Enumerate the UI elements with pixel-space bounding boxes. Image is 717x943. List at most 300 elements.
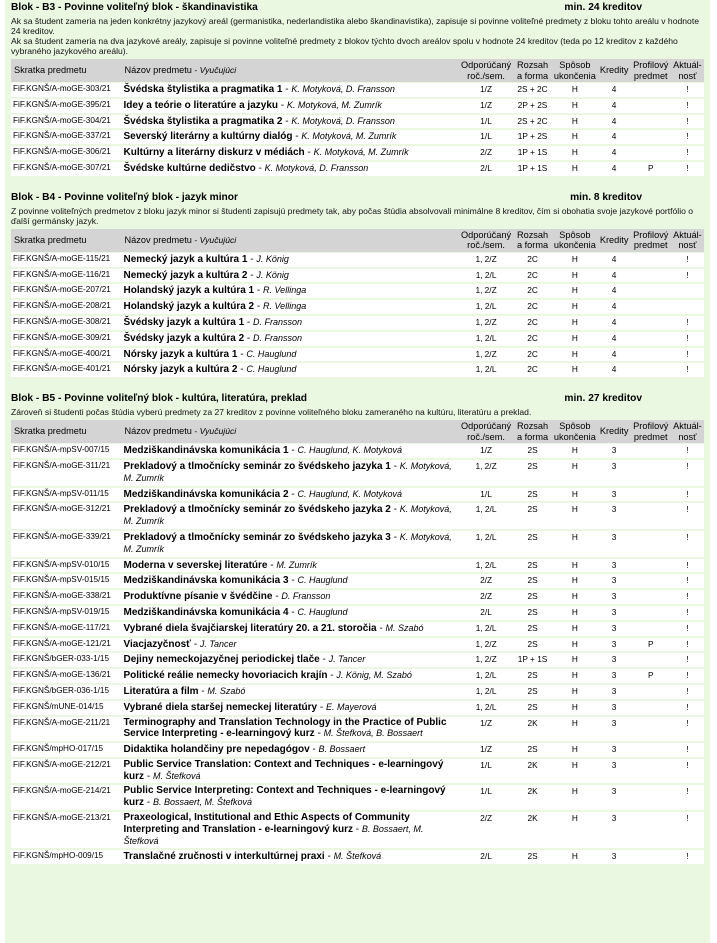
- header-name-label: Názov predmetu: [124, 235, 192, 246]
- course-code: FiF.KGNŠ/A-moGE-307/21: [11, 162, 122, 177]
- course-recommended: 2/Z: [459, 590, 513, 605]
- course-actuality: !: [671, 115, 704, 130]
- course-completion: H: [552, 300, 597, 315]
- course-range: 2S + 2C: [513, 83, 552, 98]
- course-credits: 3: [598, 622, 631, 637]
- course-actuality: !: [671, 717, 704, 743]
- course-recommended: 2/Z: [459, 812, 513, 849]
- course-credits: 4: [598, 332, 631, 347]
- course-profile: P: [631, 669, 671, 684]
- course-teachers: K. Motyková, M. Zumrík: [123, 531, 452, 554]
- course-code: FiF.KGNŠ/A-moGE-311/21: [11, 460, 122, 487]
- course-teachers: C. Hauglund, K. Motyková: [297, 445, 403, 456]
- course-credits: 3: [598, 717, 631, 743]
- table-row: [11, 850, 704, 865]
- course-recommended: 1, 2/Z: [459, 253, 513, 268]
- course-code: FiF.KGNŠ/A-moGE-306/21: [11, 146, 122, 161]
- course-teachers: D. Fransson: [281, 591, 331, 602]
- course-credits: 4: [598, 316, 631, 331]
- course-profile: [631, 146, 671, 161]
- course-name[interactable]: Medziškandinávska komunikácia 3: [123, 575, 289, 587]
- course-actuality: !: [671, 638, 704, 653]
- course-code: FiF.KGNŠ/A-moGE-312/21: [11, 503, 122, 530]
- header-profile-line2: predmet: [633, 70, 668, 81]
- course-name[interactable]: Praxeological, Institutional and Ethic Aspects of Community Interpreting and Translation - e-learningový kurz: [123, 812, 410, 835]
- course-completion: H: [552, 503, 597, 530]
- course-teachers: J. König, M. Szabó: [336, 670, 412, 681]
- course-actuality: !: [671, 574, 704, 589]
- course-range: 2S: [513, 850, 552, 865]
- course-actuality: !: [671, 606, 704, 621]
- header-credits: Kredity: [598, 229, 631, 252]
- course-profile: [631, 850, 671, 865]
- course-actuality: !: [671, 503, 704, 530]
- header-credits: Kredity: [598, 420, 631, 443]
- course-actuality: !: [671, 83, 704, 98]
- course-recommended: 1, 2/L: [459, 503, 513, 530]
- header-code: Skratka predmetu: [11, 420, 122, 443]
- course-range: 2C: [513, 363, 552, 378]
- course-actuality: !: [671, 785, 704, 811]
- course-name[interactable]: Prekladový a tlmočnícky seminár zo švédskeho jazyka 3: [123, 531, 391, 543]
- course-name-separator: -: [237, 348, 247, 360]
- course-name[interactable]: Medziškandinávska komunikácia 4: [123, 606, 289, 618]
- course-name[interactable]: Nemecký jazyk a kultúra 1: [123, 253, 248, 265]
- course-teachers: C. Hauglund: [246, 348, 297, 359]
- table-body: [11, 253, 704, 378]
- course-name[interactable]: Severský literárny a kultúrny dialóg: [123, 131, 293, 143]
- course-name-separator: -: [390, 531, 400, 543]
- course-recommended: 1, 2/Z: [459, 653, 513, 668]
- course-name[interactable]: Holandský jazyk a kultúra 1: [123, 285, 255, 297]
- course-range: 2C: [513, 269, 552, 284]
- course-name-cell: [122, 531, 460, 558]
- header-range: [513, 59, 552, 82]
- course-actuality: !: [671, 850, 704, 865]
- course-code: FiF.KGNŠ/A-moGE-401/21: [11, 363, 122, 378]
- block-header: [11, 391, 704, 404]
- block-note: [11, 16, 704, 56]
- course-name[interactable]: Moderna v severskej literatúre: [123, 559, 268, 571]
- header-recommended: [459, 420, 513, 443]
- course-name-cell: [122, 115, 460, 130]
- course-completion: H: [552, 759, 597, 785]
- course-name[interactable]: Viacjazyčnosť: [123, 638, 191, 650]
- course-profile: [631, 759, 671, 785]
- course-recommended: 1/L: [459, 130, 513, 145]
- header-row: [11, 59, 704, 82]
- course-credits: 3: [598, 606, 631, 621]
- header-actuality: [671, 229, 704, 252]
- course-profile: [631, 115, 671, 130]
- course-actuality: !: [671, 348, 704, 363]
- course-name-cell: [122, 269, 460, 284]
- table-row: [11, 332, 704, 347]
- course-profile: [631, 559, 671, 574]
- course-name-cell: [122, 559, 460, 574]
- course-name-separator: -: [254, 285, 264, 297]
- course-name-cell: [122, 444, 460, 459]
- course-name-cell: [122, 606, 460, 621]
- course-actuality: !: [671, 363, 704, 378]
- course-recommended: 2/Z: [459, 146, 513, 161]
- block-note-line: Zároveň si študenti počas štúdia vyberú predmety za 27 kreditov z povinne voliteľného bloku zameraného na kultúru, literatúru a preklad.: [11, 407, 532, 418]
- course-profile: [631, 531, 671, 558]
- course-code: FiF.KGNŠ/A-mpSV-015/15: [11, 574, 122, 589]
- course-name-separator: -: [376, 622, 386, 634]
- course-name-cell: [122, 653, 460, 668]
- course-name-cell: [122, 316, 460, 331]
- course-profile: [631, 284, 671, 299]
- table-row: [11, 503, 704, 530]
- header-recommended-line2: roč./sem.: [467, 431, 505, 442]
- course-name[interactable]: Kultúrny a literárny diskurz v médiách: [123, 147, 305, 159]
- block-min-credits: min. 8 kreditov: [570, 191, 642, 203]
- course-credits: 4: [598, 83, 631, 98]
- course-name-separator: -: [288, 606, 298, 618]
- header-code: Skratka predmetu: [11, 229, 122, 252]
- course-recommended: 1/Z: [459, 743, 513, 758]
- courses-table: [11, 228, 704, 379]
- course-credits: 4: [598, 130, 631, 145]
- course-name-cell: [122, 460, 460, 487]
- course-teachers: M. Štefková, B. Bossaert: [323, 728, 423, 739]
- course-code: FiF.KGNŠ/A-moGE-339/21: [11, 531, 122, 558]
- course-name[interactable]: Prekladový a tlmočnícky seminár zo švédskeho jazyka 2: [123, 504, 391, 516]
- header-recommended-line1: Odporúčaný: [461, 229, 512, 240]
- header-name-label: Názov predmetu: [124, 426, 192, 437]
- header-completion-line1: Spôsob: [559, 60, 591, 70]
- header-actuality-line2: nosť: [678, 431, 697, 442]
- course-code: FiF.KGNŠ/mUNE-014/15: [11, 701, 122, 716]
- course-name-separator: -: [324, 851, 334, 863]
- course-name[interactable]: Švédsky jazyk a kultúra 1: [123, 316, 245, 328]
- course-name-cell: [122, 99, 460, 114]
- table-row: [11, 743, 704, 758]
- table-body: [11, 83, 704, 177]
- course-actuality: !: [671, 332, 704, 347]
- course-code: FiF.KGNŠ/A-moGE-214/21: [11, 785, 122, 811]
- course-actuality: !: [671, 669, 704, 684]
- course-range: 1P + 2S: [513, 130, 552, 145]
- course-name[interactable]: Holandský jazyk a kultúra 2: [123, 301, 255, 313]
- course-credits: 3: [598, 638, 631, 653]
- table-row: [11, 574, 704, 589]
- course-code: FiF.KGNŠ/A-moGE-213/21: [11, 812, 122, 849]
- course-profile: [631, 348, 671, 363]
- course-completion: H: [552, 83, 597, 98]
- course-code: FiF.KGNŠ/A-moGE-121/21: [11, 638, 122, 653]
- header-name-separator: -: [191, 426, 200, 437]
- table-row: [11, 622, 704, 637]
- course-code: FiF.KGNŠ/A-mpSV-010/15: [11, 559, 122, 574]
- course-actuality: !: [671, 253, 704, 268]
- course-name-separator: -: [190, 638, 200, 650]
- course-code: FiF.KGNŠ/A-moGE-207/21: [11, 284, 122, 299]
- course-profile: [631, 574, 671, 589]
- course-profile: [631, 316, 671, 331]
- table-row: [11, 363, 704, 378]
- course-profile: [631, 99, 671, 114]
- course-name-separator: -: [247, 269, 257, 281]
- course-credits: 3: [598, 444, 631, 459]
- course-name[interactable]: Idey a teórie o literatúre a jazyku: [123, 99, 279, 111]
- course-name[interactable]: Švédska štylistika a pragmatika 1: [123, 84, 283, 95]
- course-credits: 3: [598, 574, 631, 589]
- table-row: [11, 638, 704, 653]
- course-name-cell: [122, 850, 460, 865]
- course-profile: [631, 606, 671, 621]
- header-actuality-line2: nosť: [678, 70, 697, 81]
- header-profile-line2: predmet: [633, 431, 668, 442]
- table-row: [11, 444, 704, 459]
- block-title: Blok - B5 - Povinne voliteľný blok - kultúra, literatúra, preklad: [11, 393, 308, 405]
- course-actuality: [671, 284, 704, 299]
- header-recommended: [459, 59, 513, 82]
- course-teachers: D. Fransson: [253, 332, 303, 343]
- course-completion: H: [552, 460, 597, 487]
- header-recommended-line2: roč./sem.: [467, 240, 505, 251]
- course-profile: [631, 444, 671, 459]
- block-title: Blok - B3 - Povinne voliteľný blok - škandinavistika: [11, 2, 258, 13]
- table-row: [11, 269, 704, 284]
- course-name[interactable]: Public Service Interpreting: Context and Techniques - e-learningový kurz: [123, 785, 446, 809]
- table-row: [11, 590, 704, 605]
- course-credits: 3: [598, 759, 631, 785]
- course-name-cell: [122, 503, 460, 530]
- course-actuality: !: [671, 130, 704, 145]
- course-teachers: D. Fransson: [253, 316, 303, 327]
- table-row: [11, 653, 704, 668]
- header-range-line2: a forma: [516, 240, 549, 251]
- course-code: FiF.KGNŠ/A-mpSV-011/15: [11, 488, 122, 503]
- course-name-separator: -: [390, 504, 400, 516]
- course-name-separator: -: [288, 488, 298, 500]
- course-credits: 3: [598, 785, 631, 811]
- course-profile: [631, 363, 671, 378]
- course-code: FiF.KGNŠ/A-moGE-211/21: [11, 717, 122, 743]
- header-name: [122, 420, 460, 443]
- course-name-cell: [122, 488, 460, 503]
- course-completion: H: [552, 606, 597, 621]
- course-credits: 4: [598, 253, 631, 268]
- course-name[interactable]: Nórsky jazyk a kultúra 2: [123, 364, 238, 376]
- course-profile: [631, 812, 671, 849]
- course-teachers: K. Motyková, D. Fransson: [291, 115, 395, 126]
- course-name[interactable]: Translačné zručnosti v interkultúrnej praxi: [123, 851, 325, 863]
- course-name[interactable]: Terminography and Translation Technology in the Practice of Public Service Interpreting - e-learningový kurz: [123, 716, 447, 740]
- header-profile: [631, 420, 671, 443]
- header-name-separator: -: [191, 65, 200, 76]
- course-name[interactable]: Didaktika holandčiny pre nepedagógov: [123, 744, 310, 756]
- course-actuality: !: [671, 146, 704, 161]
- course-credits: 4: [598, 348, 631, 363]
- course-completion: H: [552, 638, 597, 653]
- course-name[interactable]: Švédske kultúrne dedičstvo: [123, 162, 256, 174]
- course-recommended: 1/L: [459, 759, 513, 785]
- course-name[interactable]: Produktívne písanie v švédčine: [123, 591, 273, 603]
- course-name[interactable]: Nórsky jazyk a kultúra 1: [123, 348, 238, 360]
- course-profile: [631, 83, 671, 98]
- course-code: FiF.KGNŠ/A-moGE-395/21: [11, 99, 122, 114]
- course-teachers: M. Štefková: [152, 770, 201, 781]
- course-recommended: 1, 2/L: [459, 685, 513, 700]
- course-recommended: 2/Z: [459, 574, 513, 589]
- table-row: [11, 812, 704, 849]
- block-header: [11, 190, 704, 203]
- course-actuality: !: [671, 743, 704, 758]
- course-range: 2K: [513, 717, 552, 743]
- course-actuality: !: [671, 531, 704, 558]
- course-range: 2C: [513, 332, 552, 347]
- course-completion: H: [552, 115, 597, 130]
- course-name-separator: -: [317, 701, 327, 713]
- course-credits: 4: [598, 146, 631, 161]
- course-range: 2S: [513, 685, 552, 700]
- header-actuality-line1: Aktuál-: [673, 421, 702, 432]
- course-name-cell: [122, 253, 460, 268]
- course-actuality: !: [671, 99, 704, 114]
- course-profile: [631, 130, 671, 145]
- course-profile: [631, 300, 671, 315]
- course-actuality: !: [671, 162, 704, 177]
- course-name-separator: -: [309, 744, 319, 756]
- course-completion: H: [552, 685, 597, 700]
- course-actuality: !: [671, 559, 704, 574]
- course-recommended: 1/Z: [459, 83, 513, 98]
- course-code: FiF.KGNŠ/A-moGE-116/21: [11, 269, 122, 284]
- course-name[interactable]: Švédska štylistika a pragmatika 2: [123, 115, 283, 127]
- course-completion: H: [552, 785, 597, 811]
- course-name-separator: -: [247, 253, 257, 265]
- course-name[interactable]: Prekladový a tlmočnícky seminár zo švédskeho jazyka 1: [123, 460, 391, 472]
- course-teachers: J. König: [256, 269, 289, 280]
- header-completion-line1: Spôsob: [559, 421, 591, 432]
- course-name[interactable]: Vybrané diela švajčiarskej literatúry 20. a 21. storočia: [123, 622, 377, 634]
- course-teachers: J. Tancer: [328, 654, 366, 665]
- study-plan-page: [5, 0, 710, 943]
- course-name[interactable]: Politické reálie nemecky hovoriacich krajín: [123, 670, 328, 682]
- course-completion: H: [552, 284, 597, 299]
- course-name[interactable]: Švédsky jazyk a kultúra 2: [123, 332, 245, 344]
- course-recommended: 1/Z: [459, 99, 513, 114]
- course-actuality: !: [671, 759, 704, 785]
- header-name-separator: -: [191, 235, 200, 246]
- course-name-separator: -: [292, 131, 302, 143]
- course-name-cell: [122, 622, 460, 637]
- course-name-cell: [122, 130, 460, 145]
- header-actuality: [671, 59, 704, 82]
- course-recommended: 1, 2/Z: [459, 348, 513, 363]
- table-row: [11, 606, 704, 621]
- course-range: 2C: [513, 348, 552, 363]
- course-profile: [631, 701, 671, 716]
- course-name[interactable]: Vybrané diela staršej nemeckej literatúry: [123, 701, 318, 713]
- table-row: [11, 785, 704, 811]
- course-name[interactable]: Medziškandinávska komunikácia 2: [123, 488, 289, 500]
- header-actuality: [671, 420, 704, 443]
- course-range: 2K: [513, 785, 552, 811]
- course-credits: 3: [598, 559, 631, 574]
- course-range: 2S: [513, 669, 552, 684]
- header-actuality-line1: Aktuál-: [673, 229, 702, 240]
- course-completion: H: [552, 162, 597, 177]
- course-name[interactable]: Medziškandinávska komunikácia 1: [123, 445, 289, 457]
- course-teachers: C. Hauglund: [297, 575, 348, 586]
- header-profile-line1: Profilový: [633, 421, 669, 432]
- table-row: [11, 146, 704, 161]
- course-code: FiF.KGNŠ/A-moGE-338/21: [11, 590, 122, 605]
- course-credits: 3: [598, 669, 631, 684]
- course-range: 2S: [513, 590, 552, 605]
- course-completion: H: [552, 130, 597, 145]
- course-recommended: 1, 2/L: [459, 269, 513, 284]
- course-credits: 4: [598, 269, 631, 284]
- course-actuality: !: [671, 488, 704, 503]
- course-name-separator: -: [254, 301, 264, 313]
- course-credits: 3: [598, 685, 631, 700]
- table-row: [11, 162, 704, 177]
- course-teachers: K. Motyková, D. Fransson: [291, 84, 395, 94]
- course-name[interactable]: Dejiny nemeckojazyčnej periodickej tlače: [123, 654, 320, 666]
- course-name[interactable]: Nemecký jazyk a kultúra 2: [123, 269, 248, 281]
- table-row: [11, 99, 704, 114]
- course-name[interactable]: Public Service Translation: Context and Techniques - e-learningový kurz: [123, 758, 444, 782]
- course-credits: 3: [598, 590, 631, 605]
- table-header: [11, 59, 704, 82]
- course-name-separator: -: [352, 823, 362, 835]
- header-range-line1: Rozsah: [516, 229, 549, 240]
- course-actuality: !: [671, 653, 704, 668]
- course-name[interactable]: Literatúra a film: [123, 685, 199, 697]
- course-name-cell: [122, 701, 460, 716]
- course-teachers: K. Motyková, M. Zumrík: [301, 131, 397, 142]
- header-range-line2: a forma: [516, 70, 549, 81]
- course-actuality: !: [671, 269, 704, 284]
- table-row: [11, 460, 704, 487]
- course-range: 2C: [513, 316, 552, 331]
- course-profile: [631, 743, 671, 758]
- course-code: FiF.KGNŠ/A-moGE-308/21: [11, 316, 122, 331]
- course-teachers: J. Tancer: [199, 638, 237, 649]
- course-recommended: 1, 2/L: [459, 669, 513, 684]
- course-code: FiF.KGNŠ/mpHO-017/15: [11, 743, 122, 758]
- course-actuality: !: [671, 701, 704, 716]
- header-name: [122, 229, 460, 252]
- course-completion: H: [552, 531, 597, 558]
- header-actuality-line2: nosť: [678, 240, 697, 251]
- course-name-cell: [122, 332, 460, 347]
- header-profile-line1: Profilový: [633, 60, 669, 70]
- header-range: [513, 420, 552, 443]
- course-profile: [631, 269, 671, 284]
- course-actuality: [671, 300, 704, 315]
- course-profile: [631, 685, 671, 700]
- header-completion-line2: ukončenia: [553, 240, 596, 251]
- course-name-separator: -: [272, 591, 282, 603]
- course-recommended: 1, 2/Z: [459, 460, 513, 487]
- course-name-separator: -: [282, 115, 292, 127]
- course-recommended: 1, 2/L: [459, 332, 513, 347]
- course-profile: [631, 590, 671, 605]
- course-completion: H: [552, 574, 597, 589]
- course-completion: H: [552, 146, 597, 161]
- course-teachers: K. Motyková, M. Zumrík: [123, 460, 452, 483]
- course-completion: H: [552, 253, 597, 268]
- course-recommended: 2/L: [459, 162, 513, 177]
- header-teachers-label: Vyučujúci: [199, 426, 237, 437]
- course-recommended: 1/L: [459, 488, 513, 503]
